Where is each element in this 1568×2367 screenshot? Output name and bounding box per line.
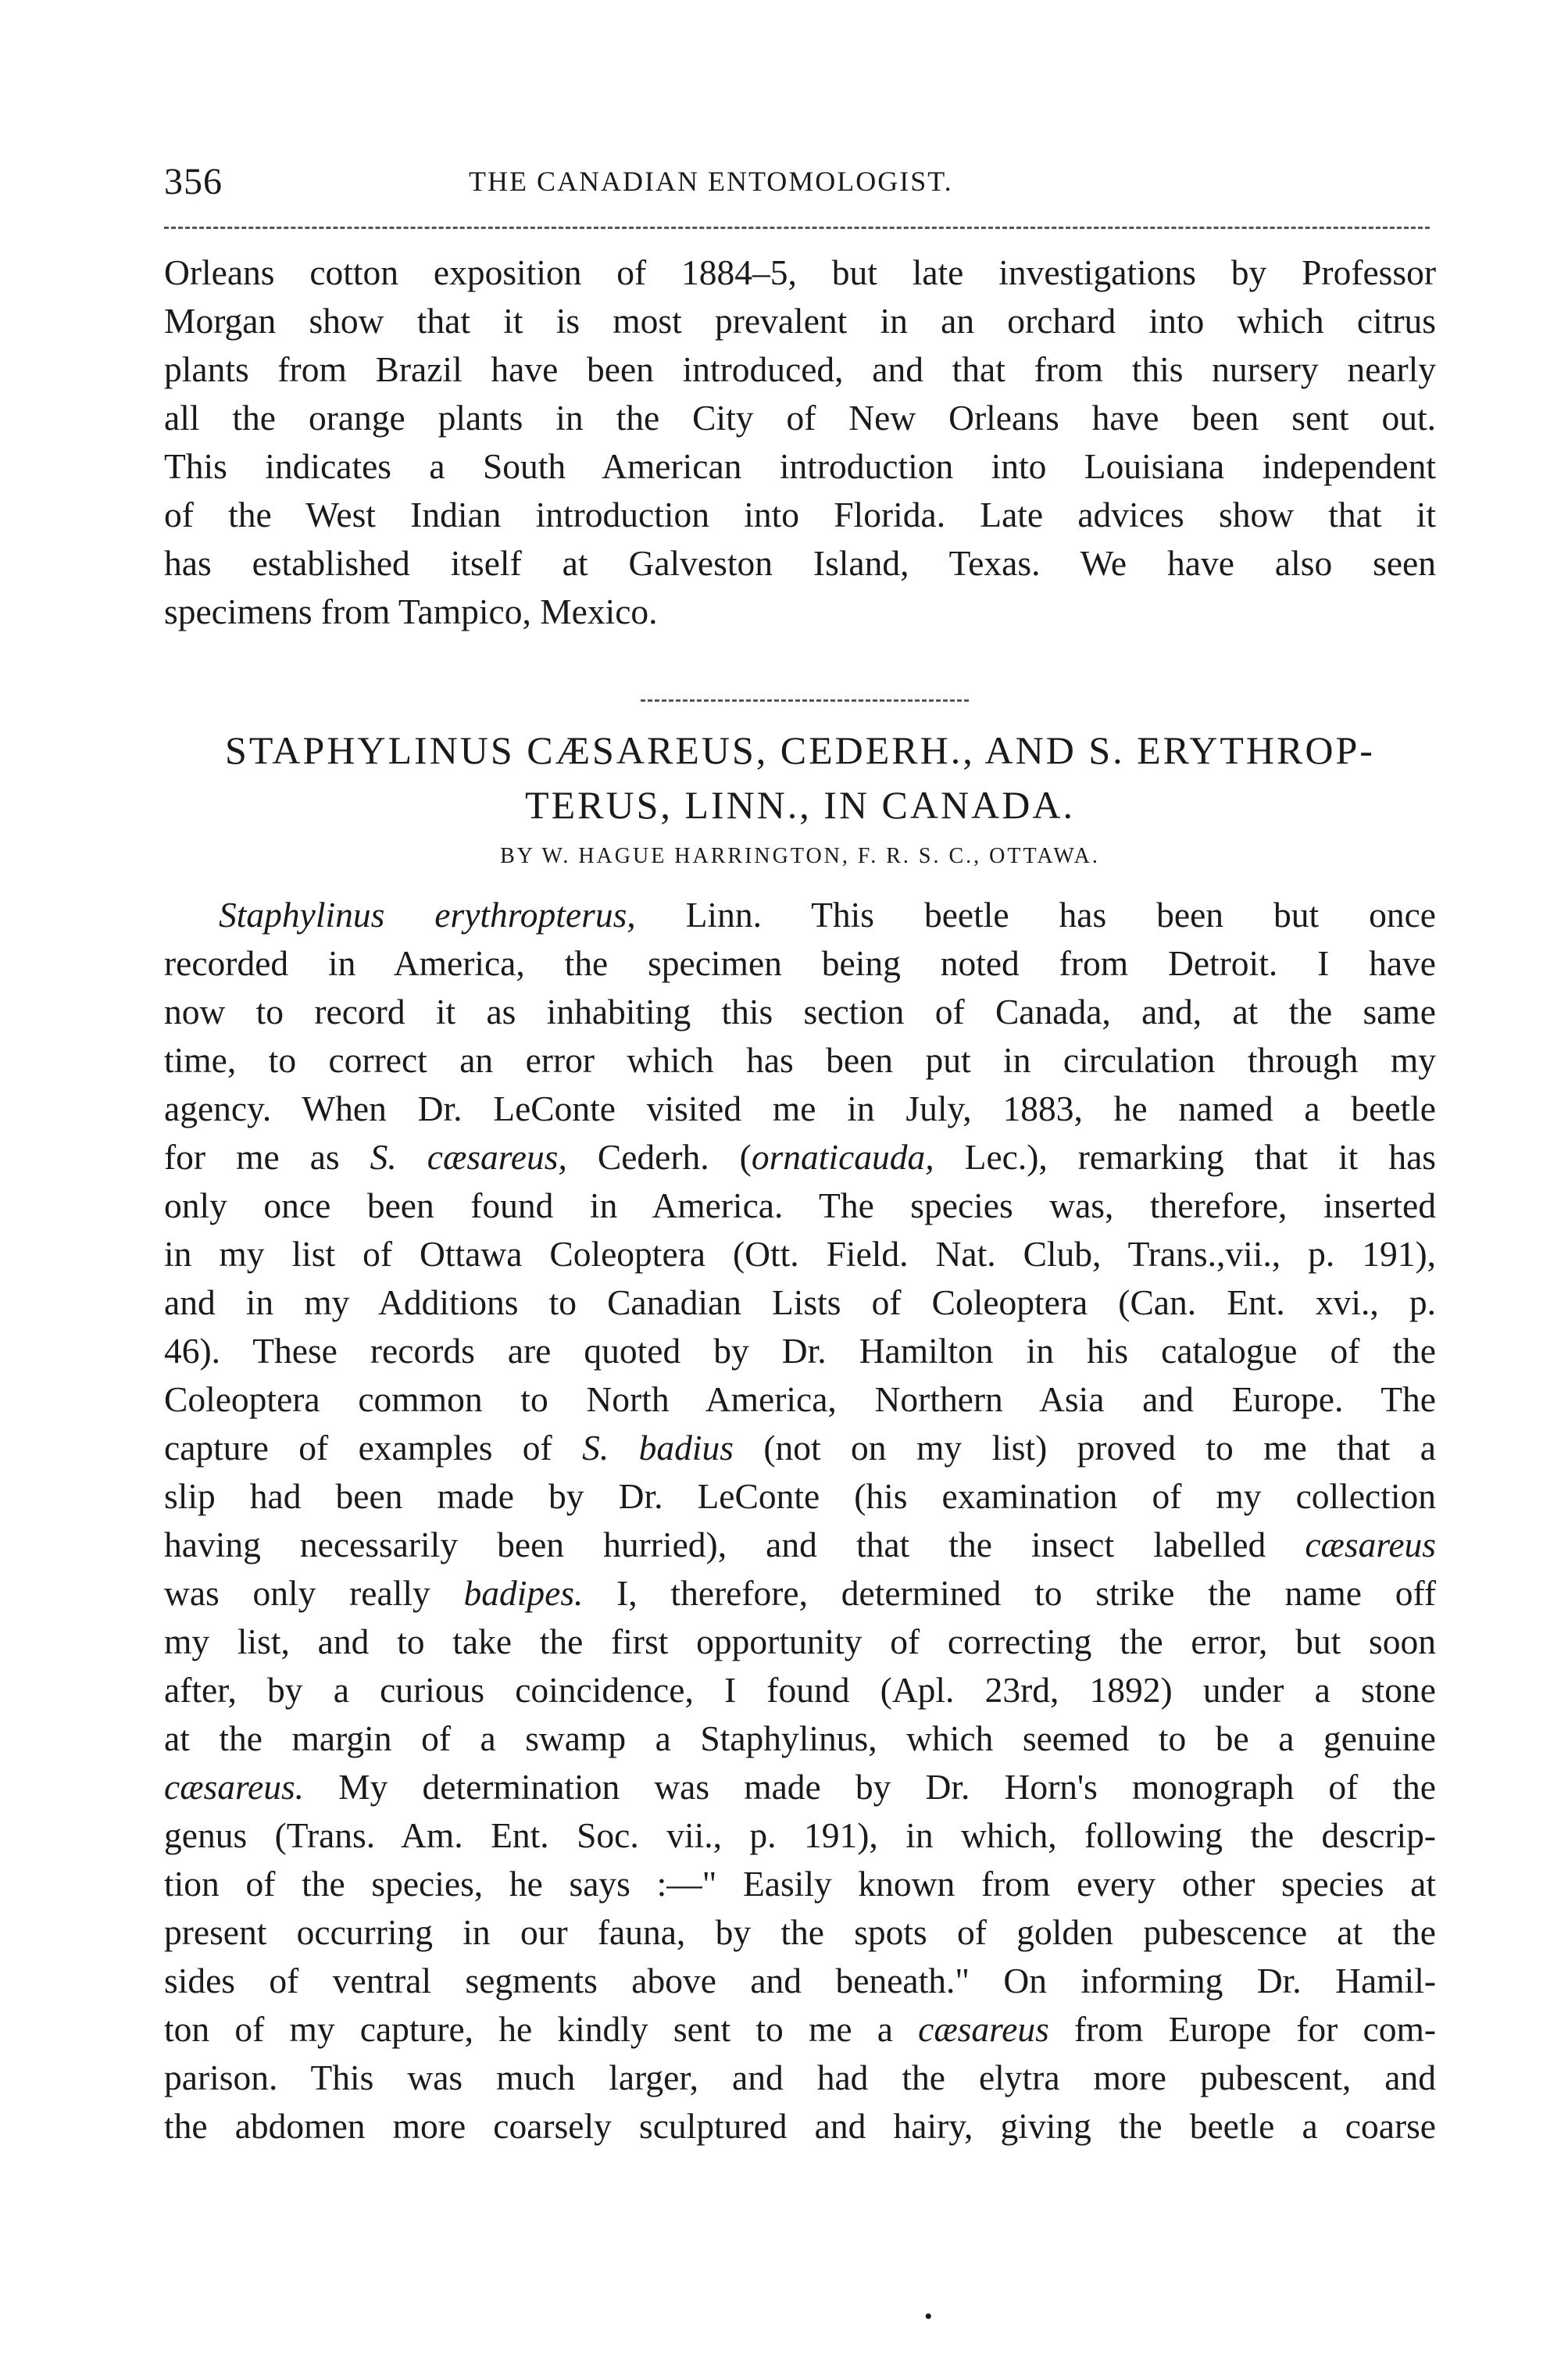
text-line: Staphylinus erythropterus, Linn. This beetle has been but once [219, 895, 1436, 935]
text-line: tion of the species, he says :—" Easily known from every other species at [164, 1864, 1436, 1904]
text-line: sides of ventral segments above and beneath." On informing Dr. Hamil- [164, 1961, 1436, 2001]
text-line: Morgan show that it is most prevalent in an orchard into which citrus [164, 301, 1436, 341]
species-name: Staphylinus erythropterus, [219, 895, 636, 935]
continuation-paragraph [164, 248, 1436, 636]
text-line: only once been found in America. The species was, therefore, inserted [164, 1185, 1436, 1225]
text-line: genus (Trans. Am. Ent. Soc. vii., p. 191), in which, following the descrip- [164, 1815, 1436, 1855]
page-header [164, 160, 1430, 215]
text-line: my list, and to take the first opportunity of correcting the error, but soon [164, 1622, 1436, 1661]
text-line: having necessarily been hurried), and that the insect labelled cæsareus [164, 1525, 1436, 1564]
text-line: plants from Brazil have been introduced, and that from this nursery nearly [164, 349, 1436, 389]
text-line: present occurring in our fauna, by the spots of golden pubescence at the [164, 1912, 1436, 1952]
text-line: for me as S. cæsareus, Cederh. (ornaticauda, Lec.), remarking that it has [164, 1137, 1437, 1177]
species-name: S. badius [582, 1428, 734, 1468]
species-name: cæsareus. [164, 1767, 305, 1807]
article-byline: BY W. HAGUE HARRINGTON, F. R. S. C., OTTAWA. [500, 844, 1100, 868]
species-name: cæsareus [918, 2009, 1049, 2049]
text-line: of the West Indian introduction into Florida. Late advices show that it [164, 495, 1436, 535]
text-line: agency. When Dr. LeConte visited me in July, 1883, he named a beetle [164, 1089, 1436, 1128]
text-line: and in my Additions to Canadian Lists of Coleoptera (Can. Ent. xvi., p. [164, 1282, 1436, 1322]
text-line: after, by a curious coincidence, I found (Apl. 23rd, 1892) under a stone [164, 1670, 1436, 1710]
header-rule [164, 227, 1430, 229]
species-name: S. cæsareus, [370, 1137, 567, 1177]
text-line: has established itself at Galveston Island, Texas. We have also seen [164, 543, 1436, 583]
text-line: at the margin of a swamp a Staphylinus, which seemed to be a genuine [164, 1718, 1436, 1758]
species-name: ornaticauda, [751, 1137, 934, 1177]
text-line: cæsareus. My determination was made by Dr. Horn's monograph of the [164, 1767, 1436, 1807]
text-line: now to record it as inhabiting this section of Canada, and, at the same [164, 992, 1436, 1032]
text-line: Orleans cotton exposition of 1884–5, but late investigations by Professor [164, 252, 1436, 292]
species-name: cæsareus [1305, 1525, 1436, 1564]
article-title-line: TERUS, LINN., IN CANADA. [525, 783, 1075, 827]
text-line: in my list of Ottawa Coleoptera (Ott. Field. Nat. Club, Trans.,vii., p. 191), [164, 1234, 1436, 1274]
section-divider [641, 699, 969, 702]
article-body [164, 891, 1436, 2151]
text-line: the abdomen more coarsely sculptured and hairy, giving the beetle a coarse [164, 2106, 1436, 2146]
text-line: was only really badipes. I, therefore, determined to strike the name off [164, 1573, 1436, 1613]
page-number: 356 [164, 161, 223, 202]
text-line: time, to correct an error which has been put in circulation through my [164, 1040, 1436, 1080]
text-line: This indicates a South American introduction into Louisiana independent [164, 446, 1436, 486]
text-line: slip had been made by Dr. LeConte (his examination of my collection [164, 1476, 1436, 1516]
text-line: 46). These records are quoted by Dr. Hamilton in his catalogue of the [164, 1331, 1436, 1371]
text-line: Coleoptera common to North America, Northern Asia and Europe. The [164, 1379, 1436, 1419]
print-dot: • [924, 2304, 933, 2329]
text-line: specimens from Tampico, Mexico. [164, 592, 658, 631]
running-title: THE CANADIAN ENTOMOLOGIST. [469, 166, 953, 197]
text-line: recorded in America, the specimen being noted from Detroit. I have [164, 943, 1436, 983]
article-title-line: STAPHYLINUS CÆSAREUS, CEDERH., AND S. ERYTHROP- [225, 728, 1375, 772]
text-line: parison. This was much larger, and had the elytra more pubescent, and [164, 2058, 1436, 2097]
species-name: badipes. [463, 1573, 584, 1613]
text-line: ton of my capture, he kindly sent to me a cæsareus from Europe for com- [164, 2009, 1436, 2049]
text-line: capture of examples of S. badius (not on my list) proved to me that a [164, 1428, 1436, 1468]
text-line: all the orange plants in the City of New Orleans have been sent out. [164, 398, 1436, 438]
article-title [164, 723, 1436, 832]
